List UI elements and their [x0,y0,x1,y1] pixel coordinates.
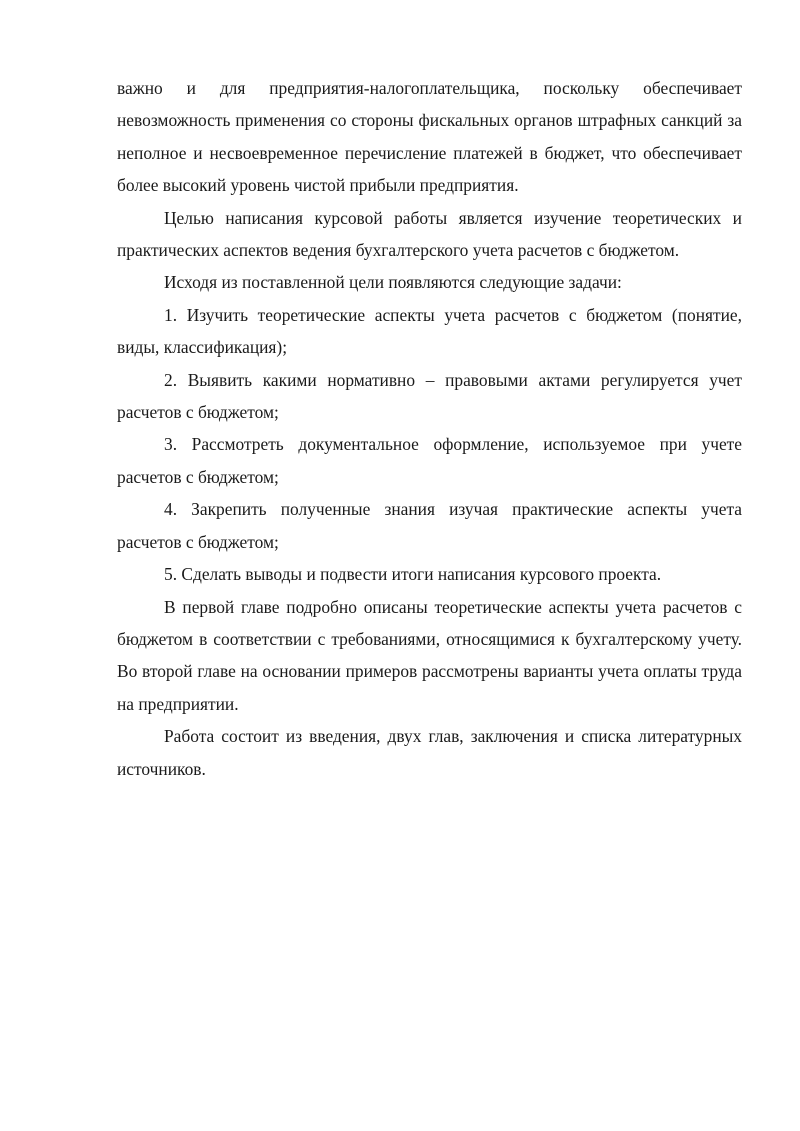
list-item-task-5: 5. Сделать выводы и подвести итоги написания курсового проекта. [164,564,662,585]
paragraph-goal: Целью написания курсовой работы является изучение теоретических и практических аспектов ведения бухгалтерского учета расчетов с бюджетом. [117,207,742,261]
body-text [117,72,742,785]
list-item-task-1: 1. Изучить теоретические аспекты учета расчетов с бюджетом (понятие, виды, классификация); [117,304,742,358]
paragraph-chapters: В первой главе подробно описаны теоретические аспекты учета расчетов с бюджетом в соответствии с требованиями, относящимися к бухгалтерскому учету. Во второй главе на основании примеров рассмотрены варианты учета оплаты труда на предприятии. [117,596,742,714]
list-item-task-2: 2. Выявить какими нормативно – правовыми актами регулируется учет расчетов с бюджетом; [117,369,742,423]
paragraph-continuation: важно и для предприятия-налогоплательщика, поскольку обеспечивает невозможность применения со стороны фискальных органов штрафных санкций за неполное и несвоевременное перечисление платежей в бюджет, что обеспечивает более высокий уровень чистой прибыли предприятия. [117,78,742,196]
paragraph-structure: Работа состоит из введения, двух глав, заключения и списка литературных источников. [117,726,742,779]
list-item-task-4: 4. Закрепить полученные знания изучая практические аспекты учета расчетов с бюджетом; [117,499,742,552]
list-item-task-3: 3. Рассмотреть документальное оформление, используемое при учете расчетов с бюджетом; [117,434,742,487]
paragraph-tasks-intro: Исходя из поставленной цели появляются следующие задачи: [164,272,622,293]
